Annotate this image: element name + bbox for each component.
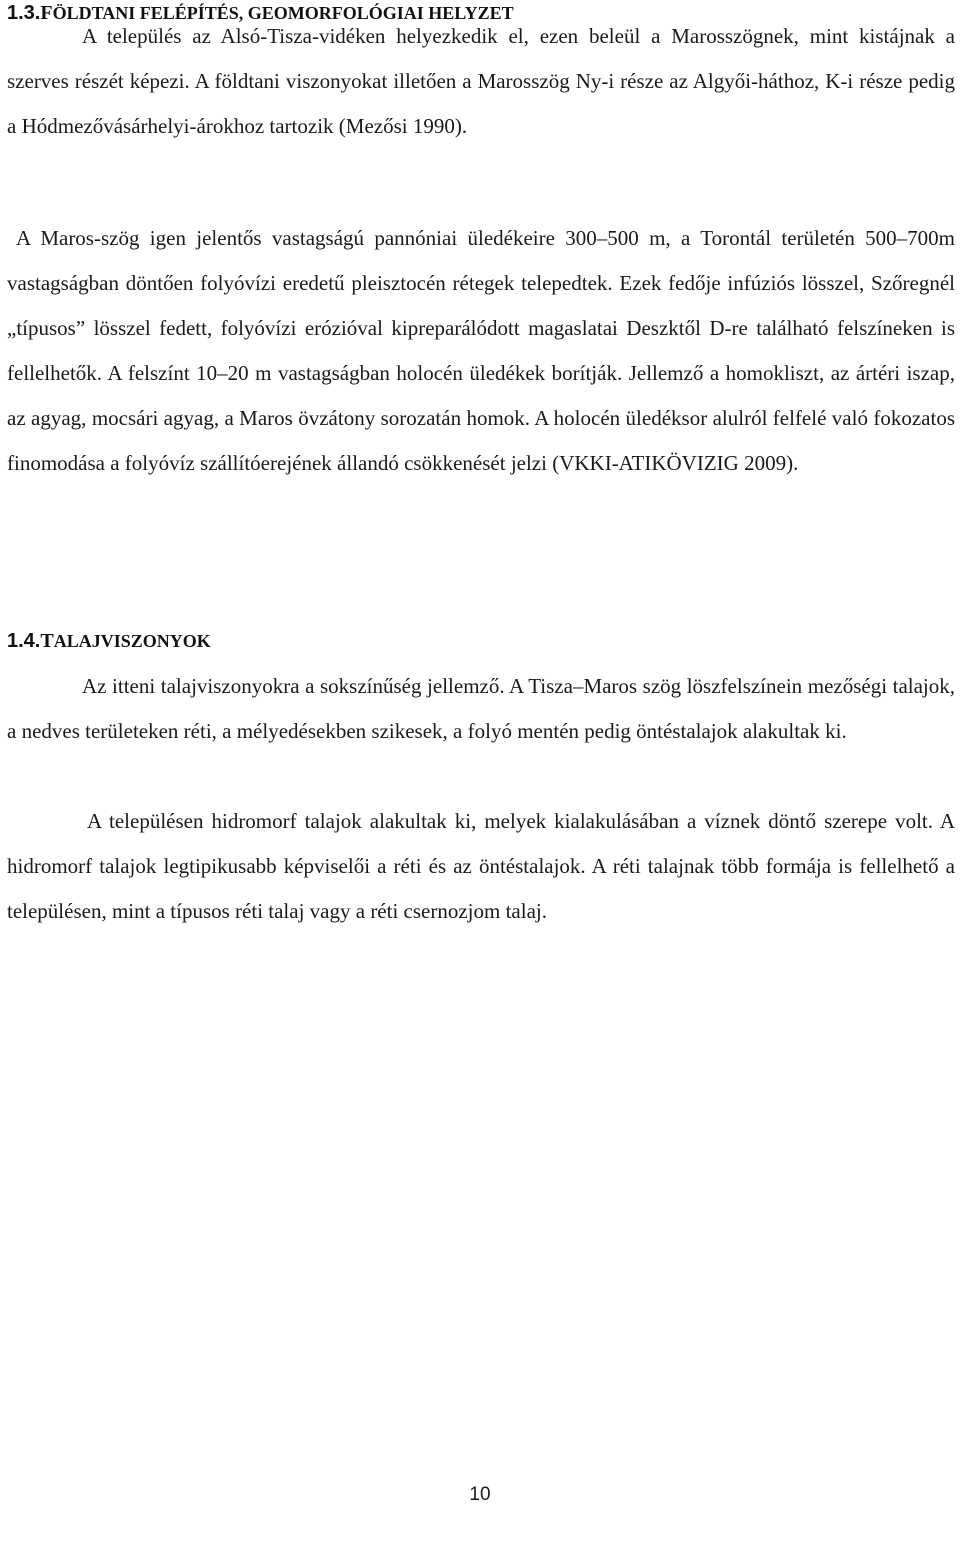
paragraph-soil-diversity: Az itteni talajviszonyokra a sokszínűség jellemző. A Tisza–Maros szög löszfelszínein mezőségi talajok, a nedves területeken réti, a mélyedésekben szikesek, a folyó mentén pedig öntéstalajok alakultak ki. (7, 674, 955, 743)
section-heading-soil (7, 630, 211, 653)
paragraph-hydromorphic-soils: A településen hidromorf talajok alakultak ki, melyek kialakulásában a víznek döntő szerepe volt. A hidromorf talajok legtipikusabb képviselői a réti és az öntéstalajok. A réti talajnak több formája is fellelhető a településen, mint a típusos réti talaj vagy a réti csernozjom talaj. (7, 809, 955, 923)
section-title-initial: F (40, 2, 53, 24)
page-number: 10 (469, 1484, 491, 1505)
section-title-rest: ÖLDTANI FELÉPÍTÉS, GEOMORFOLÓGIAI HELYZET (52, 3, 514, 23)
section-title-initial: T (40, 630, 54, 652)
section-title (40, 631, 210, 651)
paragraph-location: A település az Alsó-Tisza-vidéken helyezkedik el, ezen beleül a Marosszögnek, mint kistájnak a szerves részét képezi. A földtani viszonyokat illetően a Marosszög Ny-i része az Algyői-háthoz, K-i része pedig a Hódmezővásárhelyi-árokhoz tartozik (Mezősi 1990). (7, 24, 955, 138)
section-number: 1.4. (7, 630, 41, 652)
paragraph-geology: A Maros-szög igen jelentős vastagságú pannóniai üledékeire 300–500 m, a Torontál területén 500–700m vastagságban döntően folyóvízi eredetű pleisztocén rétegek telepedtek. Ezek fedője infúziós lösszel, Szőregnél „típusos” lösszel fedett, folyóvízi erózióval kipreparálódott magaslatai Deszktől D-re található felszíneken is fellelhetők. A felszínt 10–20 m vastagságban holocén üledékek borítják. Jellemző a homokliszt, az ártéri iszap, az agyag, mocsári agyag, a Maros övzátony sorozatán homok. A holocén üledéksor alulról felfelé való fokozatos finomodása a folyóvíz szállítóerejének állandó csökkenését jelzi (VKKI-ATIKÖVIZIG 2009). (7, 226, 955, 475)
section-title-rest: ALAJVISZONYOK (53, 631, 211, 651)
section-number: 1.3. (7, 2, 41, 24)
